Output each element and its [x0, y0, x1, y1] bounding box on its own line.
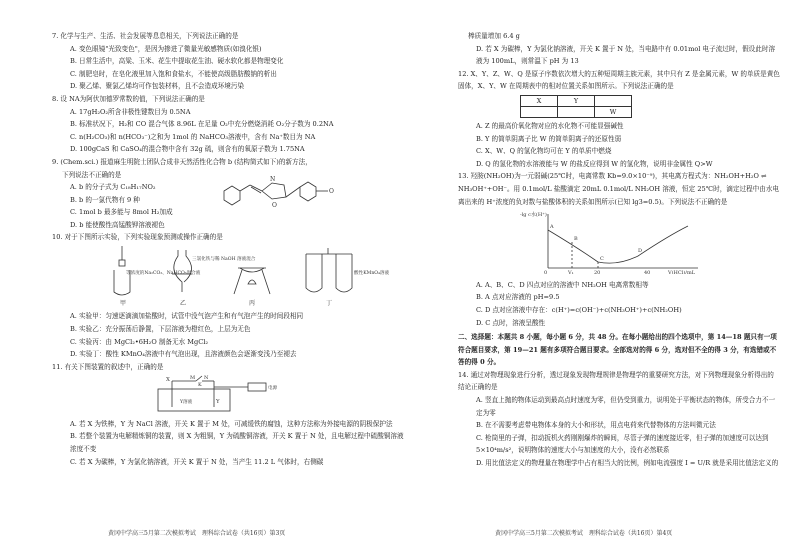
page-footer-left: 黄冈中学高三5月第二次模拟考试 理科综合试卷（共16页）第3页 [108, 530, 286, 537]
q10-option-d: D. 实验丁：酸性 KMnO₄溶液中有气泡出现，且溶液颜色会逐渐变浅乃至褪去 [70, 350, 297, 359]
q13-option-b: B. A 点对应溶液的 pH=9.5 [476, 293, 560, 302]
q10-stem: 10. 对于下图所示实验，下列实验现象预测或操作正确的是 [52, 233, 223, 242]
q13-xtick-20: 20 [594, 270, 601, 275]
q10-label-yi: 乙 [180, 299, 187, 306]
q10-option-b: B. 实验乙：充分振荡后静置，下层溶液为橙红色，上层为无色 [70, 324, 251, 333]
q11-label-k: K [198, 382, 202, 389]
q14-option-c: C. 枪筒里的子弹，扣动扳机火药刚刚爆炸的瞬间，尽管子弹的速度接近零，但子弹的加速度可以达到 5×10⁴m/s²，说明物体的速度大小与加速度的大小，没有必然联系 [476, 433, 769, 455]
q12-cell-x: X [521, 95, 558, 106]
q11-option-a: A. 若 X 为铁棒，Y 为 NaCl 溶液，开关 K 置于 M 处，可减缓铁的腐蚀，这种方法称为外接电源的阴极保护法 [70, 419, 393, 428]
q13-point-a: A [550, 224, 554, 231]
q13-stem: 13. 羟胺(NH₂OH)为一元弱碱(25℃时，电离常数 Kb=9.0×10⁻⁹)，其电离方程式为：NH₂OH+H₂O ⇌ NH₃OH⁺+OH⁻。用 0.1mol/L 盐酸滴定 20mL 0.1mol/L NH₂OH 溶液，恒定 25℃时，滴定过程中由水电离出来的 H⁺浓度的负对数与盐酸体积的关系如图所示(已知 lg3=0.5)。下列说法不正确的是 [458, 172, 780, 206]
svg-text:O: O [272, 202, 277, 210]
q12-cell-w: W [595, 106, 632, 117]
q12-option-c: C. X、W、Q 的氢化物均可在 Y 的单质中燃烧 [476, 147, 612, 156]
q11-label-y: Y [216, 399, 220, 406]
q11-label-dc: 电源 [268, 386, 278, 392]
q10-label-bing: 丙 [249, 299, 256, 306]
q13-xtick-40: 40 [644, 270, 651, 275]
q9-option-a: A. b 的分子式为 C₁₈H₁₇NO₂ [70, 183, 156, 192]
q12-cell-empty [595, 95, 632, 106]
q11-label-x: X [166, 377, 170, 384]
q13-point-c: C [600, 256, 604, 263]
q12-stem: 12. X、Y、Z、W、Q 是原子序数依次增大的五种短周期主族元素，其中只有 Z 是金属元素，W 的单质是黄色固体，X、Y、W 在周期表中的相对位置关系如图所示。下列说法正确的是 [458, 69, 780, 91]
q13-option-c: C. D 点对应溶液中存在：c(H⁺)=c(OH⁻)+c(NH₃OH⁺)+c(NH₂OH) [476, 305, 682, 314]
q10-option-c: C. 实验丙：由 MgCl₂•6H₂O 制备无水 MgCl₂ [70, 337, 209, 346]
q11-continuation: 棒质量增加 6.4 g [468, 32, 520, 40]
q11-label-n: N [204, 375, 209, 382]
svg-text:N: N [270, 176, 276, 184]
q8-stem: 8. 设 NA为阿伏加德罗常数的值，下列说法正确的是 [52, 94, 205, 103]
q12-option-a: A. Z 的最高价氧化物对应的水化物不可能显强碱性 [476, 121, 624, 130]
q13-xtick-0: 0 [544, 270, 548, 275]
q11-stem: 11. 有关下图装置的叙述中，正确的是 [52, 362, 164, 371]
q11-option-d: D. 若 X 为碳棒，Y 为氯化钠溶液，开关 K 置于 N 处，当电路中有 0.01mol 电子流过时，假设此时溶液为 100mL，则常温下 pH 为 13 [476, 44, 776, 66]
q13-xlabel: V(HCl)/mL [668, 270, 696, 275]
q14-stem: 14. 通过对物理现象进行分析，透过现象发现物理规律是物理学的重要研究方法，对下列物理现象分析得出的结论正确的是 [458, 370, 774, 392]
q14-option-a: A. 竖直上抛的物体运动到最高点时速度为零，但仍受到重力，说明处于平衡状态的物体，所受合力不一定为零 [476, 396, 776, 417]
q10-option-a: A. 实验甲：匀速逐滴滴加盐酸时，试管中没气泡产生和有气泡产生的时间段相同 [70, 312, 304, 321]
q12-periodic-table [520, 95, 632, 118]
q14-option-b: B. 在不需要考虑带电物体本身的大小和形状，用点电荷来代替物体的方法叫微元法 [476, 421, 716, 430]
q14-option-d: D. 用比值法定义的物理量在物理学中占有相当大的比例，例如电流强度 I = U/R 就是采用比值法定义的 [476, 459, 779, 468]
left-column [52, 30, 410, 468]
q13-point-b: B [574, 236, 578, 243]
q13-option-d: D. C 点时，溶液呈酸性 [476, 318, 546, 327]
q10-label-dilute: 三氯化铁与稀 NaOH 溶液混合 [192, 256, 256, 262]
q11-label-m: M [190, 375, 196, 382]
q10-label-ding: 丁 [326, 299, 333, 306]
q13-titration-graph [518, 208, 718, 274]
q8-option-c: C. n(H₂CO₃)和 n(HCO₃⁻)之和为 1mol 的 NaHCO₃溶液中，含有 Na⁺数目为 NA [70, 132, 316, 141]
q7-option-d: D. 聚乙烯、聚氯乙烯均可作包装材料，且不会造成环境污染 [70, 82, 245, 91]
q12-cell-empty [558, 106, 595, 117]
q13-option-a: A. A、B、C、D 四点对应的溶液中 NH₂OH 电离常数相等 [476, 280, 649, 289]
q10-label-acid: 等浓度的Na₂CO₃、NaHCO₃混合液 [126, 270, 201, 276]
q11-electrolysis-figure [152, 373, 312, 413]
q9-stem-line1: 9. (Chem.sci.) 报道麻生明院士团队合成非天然活性化合物 b (结构简式如下)的新方法， [52, 157, 312, 166]
q11-label-solution: Y溶液 [180, 400, 193, 406]
q13-point-d: D [638, 248, 643, 255]
q7-option-b: B. 日常生活中，高粱、玉米、花生中提取花生油、硬水软化都是物理变化 [70, 57, 284, 66]
q13-xtick-v1: V₁ [568, 270, 574, 275]
q8-option-b: B. 标准状况下，H₂和 CO 混合气体 8.96L 在足量 O₂中充分燃烧消耗 O₂分子数为 0.2NA [70, 120, 334, 129]
q13-ylabel: -lg c水(H⁺) [520, 212, 547, 219]
page-footer-right: 黄冈中学高三5月第二次模拟考试 理科综合试卷（共16页）第4页 [495, 530, 673, 537]
svg-text:O: O [329, 188, 334, 196]
q10-apparatus-figure [92, 244, 392, 306]
q12-cell-empty [521, 106, 558, 117]
q12-option-b: B. Y 的简单阴离子比 W 的简单阴离子的还原性弱 [476, 134, 622, 143]
q7-option-c: C. 制肥皂时，在皂化液里加入饱和食盐水，不能使高级脂肪酸钠的析出 [70, 69, 277, 78]
section-2-heading: 二、选择题：本题共 8 小题，每小题 6 分，共 48 分。在每小题给出的四个选项中，第 14—18 题只有一项符合题目要求，第 19—21 题有多项符合题目要求。全部选对的得 6 分，选对但不全的得 3 分，有选错或不答的得 0 分。 [458, 333, 777, 367]
q7-stem: 7. 化学与生产、生活、社会发展等息息相关，下列说法正确的是 [52, 32, 239, 40]
q9-option-b: B. b 的一氯代物有 9 种 [70, 195, 140, 204]
q11-option-b: B. 若整个装置为电解精炼铜的装置，则 X 为粗铜，Y 为硫酸铜溶液，开关 K 置于 N 处，且电解过程中硫酸铜溶液浓度不变 [70, 432, 404, 454]
right-column [458, 30, 780, 470]
q9-block [52, 176, 410, 231]
q10-label-jia: 甲 [120, 299, 127, 306]
q7-option-a: A. 变色眼镜"光致变色"，是因为掺进了微量光敏感物质(如溴化银) [70, 44, 262, 53]
q12-cell-y: Y [558, 95, 595, 106]
q9-option-c: C. 1mol b 最多能与 8mol H₂加成 [70, 208, 173, 217]
q9-stem-line2: 下列说法不正确的是 [62, 170, 122, 179]
q10-label-water: 酸性KMnO₄溶液 [354, 270, 390, 276]
q11-option-c: C. 若 X 为碳棒，Y 为氯化钠溶液，开关 K 置于 N 处，当产生 11.2 L 气体时，右侧碳 [70, 457, 324, 466]
compound-b-structure [212, 169, 382, 211]
q12-option-d: D. Q 的氢化物的水溶液能与 W 的盐反应得到 W 的氢化物，说明非金属性 Q>W [476, 159, 713, 168]
q9-option-d: D. b 能使酸性高锰酸钾溶液褪色 [70, 220, 165, 229]
q8-option-a: A. 17gH₂O₂所含非极性键数目为 0.5NA [70, 107, 191, 116]
q8-option-d: D. 100gCaS 和 CaSO₄的混合物中含有 32g 硫，则含有的氧原子数为 1.75NA [70, 145, 305, 154]
